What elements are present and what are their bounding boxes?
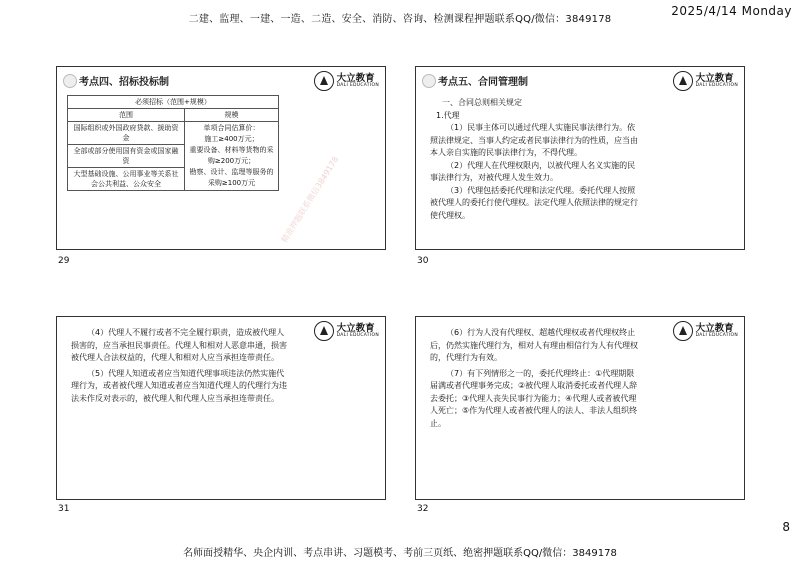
paragraph: （2）代理人在代理权限内，以被代理人名义实施的民事法律行为，对被代理人发生效力。 [430,160,636,182]
slide-number: 29 [58,256,70,266]
logo-en: DALI EDUCATION [695,83,738,88]
dali-logo [314,321,379,341]
logo-cn: 大立教育 [336,322,375,334]
table-cell-scope: 国际组织或外国政府贷款、援助资金 [68,122,185,145]
table-header-scale: 规模 [185,109,279,122]
slide-number: 31 [58,504,70,514]
scale-line: 重要设备、材料等货物的采购≥200万元； [189,146,274,165]
table-cell-scale [185,122,279,191]
paragraph: （4）代理人不履行或者不完全履行职责，造成被代理人损害的，应当承担民事责任。代理人和相对人恶意串通，损害被代理人合法权益的，代理人和相对人应当承担连带责任。 [71,328,287,362]
slide-32 [415,316,745,500]
slide-31 [56,316,386,500]
logo-cn: 大立教育 [336,72,375,84]
logo-cn: 大立教育 [695,322,734,334]
tender-scope-table [67,95,279,191]
slide-body [430,327,638,430]
dali-logo [314,71,379,91]
slide-title-text: 考点四、招标投标制 [79,77,169,88]
footer-promo: 名师面授精华、央企内训、考点串讲、习题模考、考前三页纸、绝密押题联系QQ/微信：3849178 [183,548,617,559]
bullet-badge-icon [63,74,77,88]
slide-number: 30 [417,256,429,266]
watermark: 精准押题联系微信3849178 [279,155,341,245]
dali-logo [673,71,738,91]
scale-line: 勘察、设计、监理等服务的采购≥100万元 [189,168,274,187]
dali-logo-icon [673,71,693,91]
subsection-heading: 1.代理 [436,110,460,120]
slide-body [71,327,289,405]
table-caption: 必须招标（范围+规模） [68,96,279,109]
table-header-scope: 范围 [68,109,185,122]
slide-title [63,73,169,88]
bullet-badge-icon [422,74,436,88]
slide-29 [56,66,386,250]
logo-en: DALI EDUCATION [695,333,738,338]
scale-line: 单项合同估算价： [203,124,260,132]
slide-30 [415,66,745,250]
dali-logo-icon [314,321,334,341]
section-heading: 一、合同总则相关规定 [442,98,522,107]
logo-en: DALI EDUCATION [336,83,379,88]
paragraph: （1）民事主体可以通过代理人实施民事法律行为。依照法律规定、当事人约定或者民事法律行为的性质，应当由本人亲自实施的民事法律行为，不得代理。 [430,123,638,157]
table-cell-scope: 全部或部分使用国有资金或国家融资 [68,145,185,168]
slide-body [430,97,638,222]
header-promo: 二建、监理、一建、一造、二造、安全、消防、咨询、检测课程押题联系QQ/微信：3849178 [188,14,612,25]
dali-logo [673,321,738,341]
slide-title [422,73,528,88]
dali-logo-icon [673,321,693,341]
logo-en: DALI EDUCATION [336,333,379,338]
logo-cn: 大立教育 [695,72,734,84]
paragraph: （7）有下列情形之一的，委托代理终止：①代理期限届满或者代理事务完成；②被代理人取消委托或者代理人辞去委托；③代理人丧失民事行为能力；④代理人或者被代理人死亡；⑤作为代理人或者被代理人的法人、非法人组织终止。 [430,368,638,428]
header-date: 2025/4/14 Monday [671,4,792,18]
paragraph: （6）行为人没有代理权、超越代理权或者代理权终止后，仍然实施代理行为，相对人有理由相信行为人有代理权的，代理行为有效。 [430,328,638,362]
slide-title-text: 考点五、合同管理制 [438,77,528,88]
paragraph: （3）代理包括委托代理和法定代理。委托代理人按照被代理人的委托行使代理权。法定代理人依照法律的规定行使代理权。 [430,185,638,220]
table-cell-scope: 大型基础设施、公用事业等关系社会公共利益、公众安全 [68,168,185,191]
dali-logo-icon [314,71,334,91]
page-number: 8 [782,520,790,534]
scale-line: 施工≥400万元； [204,135,259,143]
paragraph: （5）代理人知道或者应当知道代理事项违法仍然实施代理行为，或者被代理人知道或者应当知道代理人的代理行为违法未作反对表示的，被代理人和代理人应当承担连带责任。 [71,368,287,403]
slide-number: 32 [417,504,429,514]
